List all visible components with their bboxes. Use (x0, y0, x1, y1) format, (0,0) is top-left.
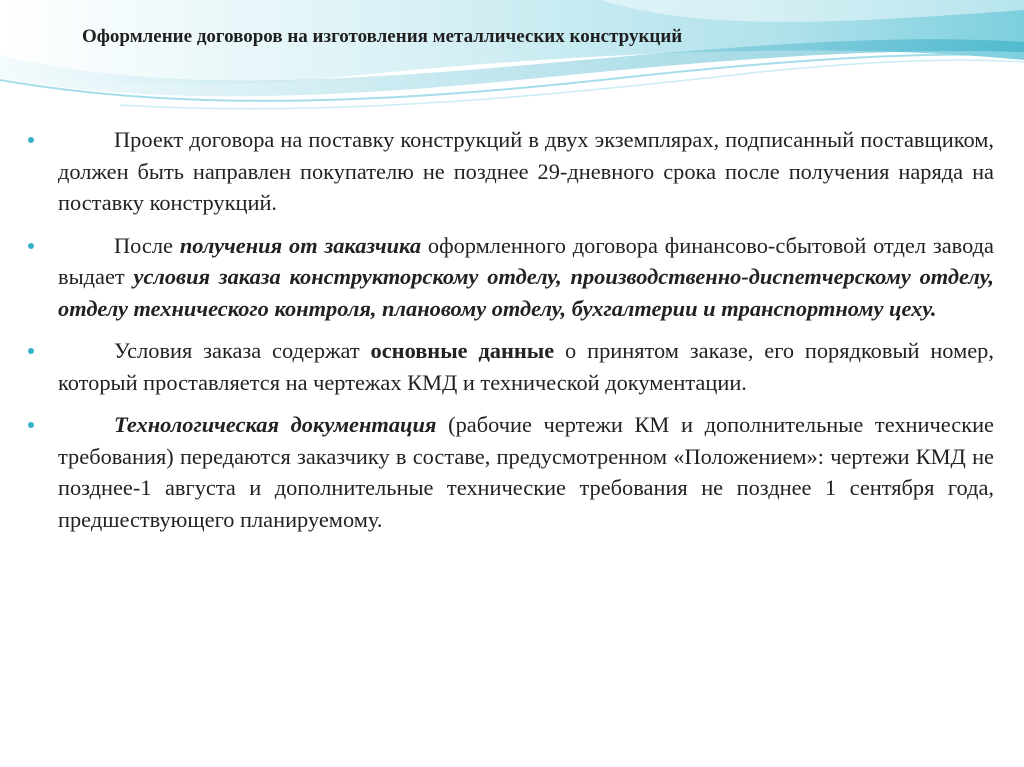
item-bold: основные данные (370, 338, 555, 363)
item-emphasis: условия заказа конструкторскому отделу, производственно-диспетчерскому отделу, отделу технического контроля, плановому отделу, бухгалтерии и транспортному цеху. (58, 264, 994, 321)
bullet-list (28, 124, 994, 546)
item-text: оформленного договора финансово-сбытовой отдел завода выдает (58, 232, 994, 289)
bullet-item-2 (28, 230, 994, 325)
item-emphasis: Технологическая документация (114, 412, 437, 437)
item-text: о принятом заказе, его порядковый номер, который проставляется на чертежах КМД и технической документации. (58, 338, 994, 395)
item-text: Проект договора на поставку конструкций в двух экземплярах, подписанный поставщиком, должен быть направлен покупателю не позднее 29-дневного срока после получения наряда на поставку конструкций. (58, 127, 994, 215)
bullet-item-1 (28, 124, 994, 219)
bullet-dot-icon (28, 422, 34, 428)
bullet-dot-icon (28, 137, 34, 143)
header-wave-decoration (0, 0, 1024, 135)
slide-title: Оформление договоров на изготовления металлических конструкций (82, 26, 683, 47)
bullet-dot-icon (28, 348, 34, 354)
item-text: (рабочие чертежи КМ и дополнительные технические требования) передаются заказчику в составе, предусмотренном «Положением»: чертежи КМД не позднее-1 августа и дополнительные технические требования не позднее 1 сентября года, предшествующего планируемому. (58, 412, 994, 532)
bullet-item-4 (28, 409, 994, 535)
item-text: Условия заказа содержат (114, 338, 371, 363)
item-text: После (114, 232, 180, 258)
item-emphasis: получения от заказчика (179, 232, 422, 258)
bullet-dot-icon (28, 243, 34, 249)
bullet-item-3 (28, 335, 994, 398)
